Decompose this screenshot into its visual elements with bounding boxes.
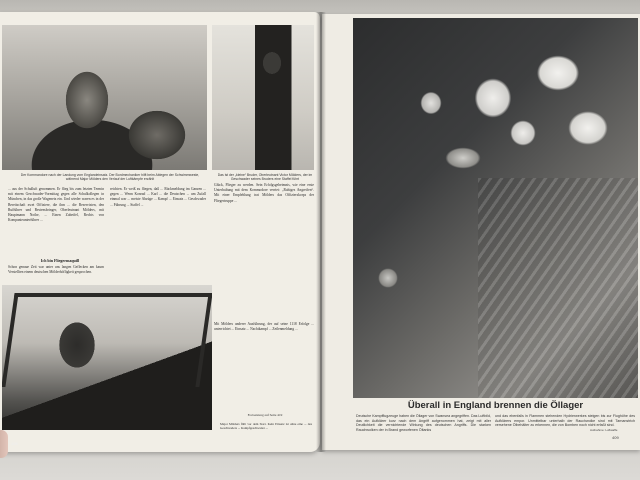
bottom-paragraph: Major Mölders fällt vor dem Start. Kein Einsatz ist ohne eine ... des Geschwaders ... Kampfgeschwader ... (220, 422, 312, 430)
holding-thumb (0, 430, 8, 458)
pilot-photo-caption: Das ist der „kleine“ Bruder, Oberleutnant Victor Mölders, der im Geschwader seines Bruders eine Staffel führt (217, 173, 313, 182)
article-column-4: Mit Mölders anderer Ausführung, der auf seine 1118 Erfolge ... unterrichtet ... Einsatz ... Nachtkampf ... Zeilenmeldung ... (214, 322, 314, 332)
aerial-caption-right: und das ebenfalls in Flammen stehenden Hydrierwerkes steigen bis zur Flughöhe des Aufklärers empor. Unmittelbar unterhalb der Rauchwolke sind mit Tarnanstrich versehene Ölbehälter zu erkennen, die von Bomben noch nicht erfaßt sind. (495, 414, 635, 428)
left-page-number: 408 (11, 441, 18, 446)
article-subhead: Ich bin Fliegermaquill (40, 258, 80, 263)
cockpit-pilot-photo (2, 285, 212, 430)
page-headline: Überall in England brennen die Öllager (407, 400, 584, 411)
commander-portrait-photo (2, 25, 207, 170)
aerial-caption-left: Deutsche Kampfflugzeuge haben die Öllager von Swansea angegriffen. Das Luftbild, das ein Aufklärer kurz nach dem Angriff aufgenommen hat, zeigt mit aller Deutlichkeit die vernichtende Wirkung des deutschen Angriffs. Die starken Rauchwolken der in Brand geworfenen Öltanks (356, 414, 491, 432)
right-page-number: 409 (612, 435, 619, 440)
article-column-1: ... aus der Schulluft genommen. Er flieg bis zum letzten Termin mit einem Geschwader-Vormittag gegen alle Schulkollegen in München, in das große Wagenetz ein. Und wieder waren es in der Bereitschaft zwei Offiziere, die ihm ... die Reservisten, den Rufführer und Bestensbringer, Oberleutnant Mölders, mit Hauptmann Nothe, ... Einen Zubeifel, Rechts von Kompanieunterführer ... (8, 187, 104, 223)
article-column-3: Glück, Flieger zu werden. Sein Erfolgsgeheimnis, wie eine erste Unterhaltung mit dem Kommodore verriet: „Ruhiges Angreifen“. Mit einer Empfehlung trat Mölders das Offizierskorps der Fliegertruppe ... (214, 183, 314, 203)
subhead-paragraph: Schon genaue Zeit war unter uns langen Geflecken am kaum Verstellten einem deutschen Mölderhöfligkeit gesprochen. (8, 265, 104, 275)
page-gutter (316, 12, 326, 452)
standing-pilot-photo (212, 25, 314, 170)
aerial-bombing-photo (353, 18, 638, 398)
photo-credit: Aufnahme: Luftwaffe (590, 428, 618, 432)
canopy-frame (2, 293, 212, 387)
article-column-2: reichten. Er weiß zu fliegen, daß ... Rückmeldung im Ganzen ... gegen ... Wenn Konrad ... Karl ... die Deutschen ... um Zufall einmal war ... meiste Abzüge ... Kampf ... Einsatz ... Geschwader ... Führung ... Staffel ... (110, 187, 206, 207)
commander-photo-caption: Der Kommandore nach der Landung vom Englandeinsatz. Der Bordmechaniker hilft beim Ablegen der Schwimmweste, während Major Mölders den Verlauf der Luftkämpfe erzählt (20, 173, 200, 182)
continued-note: Fortsetzung auf Seite 419 (247, 413, 283, 417)
rail-yard-texture (478, 178, 638, 398)
